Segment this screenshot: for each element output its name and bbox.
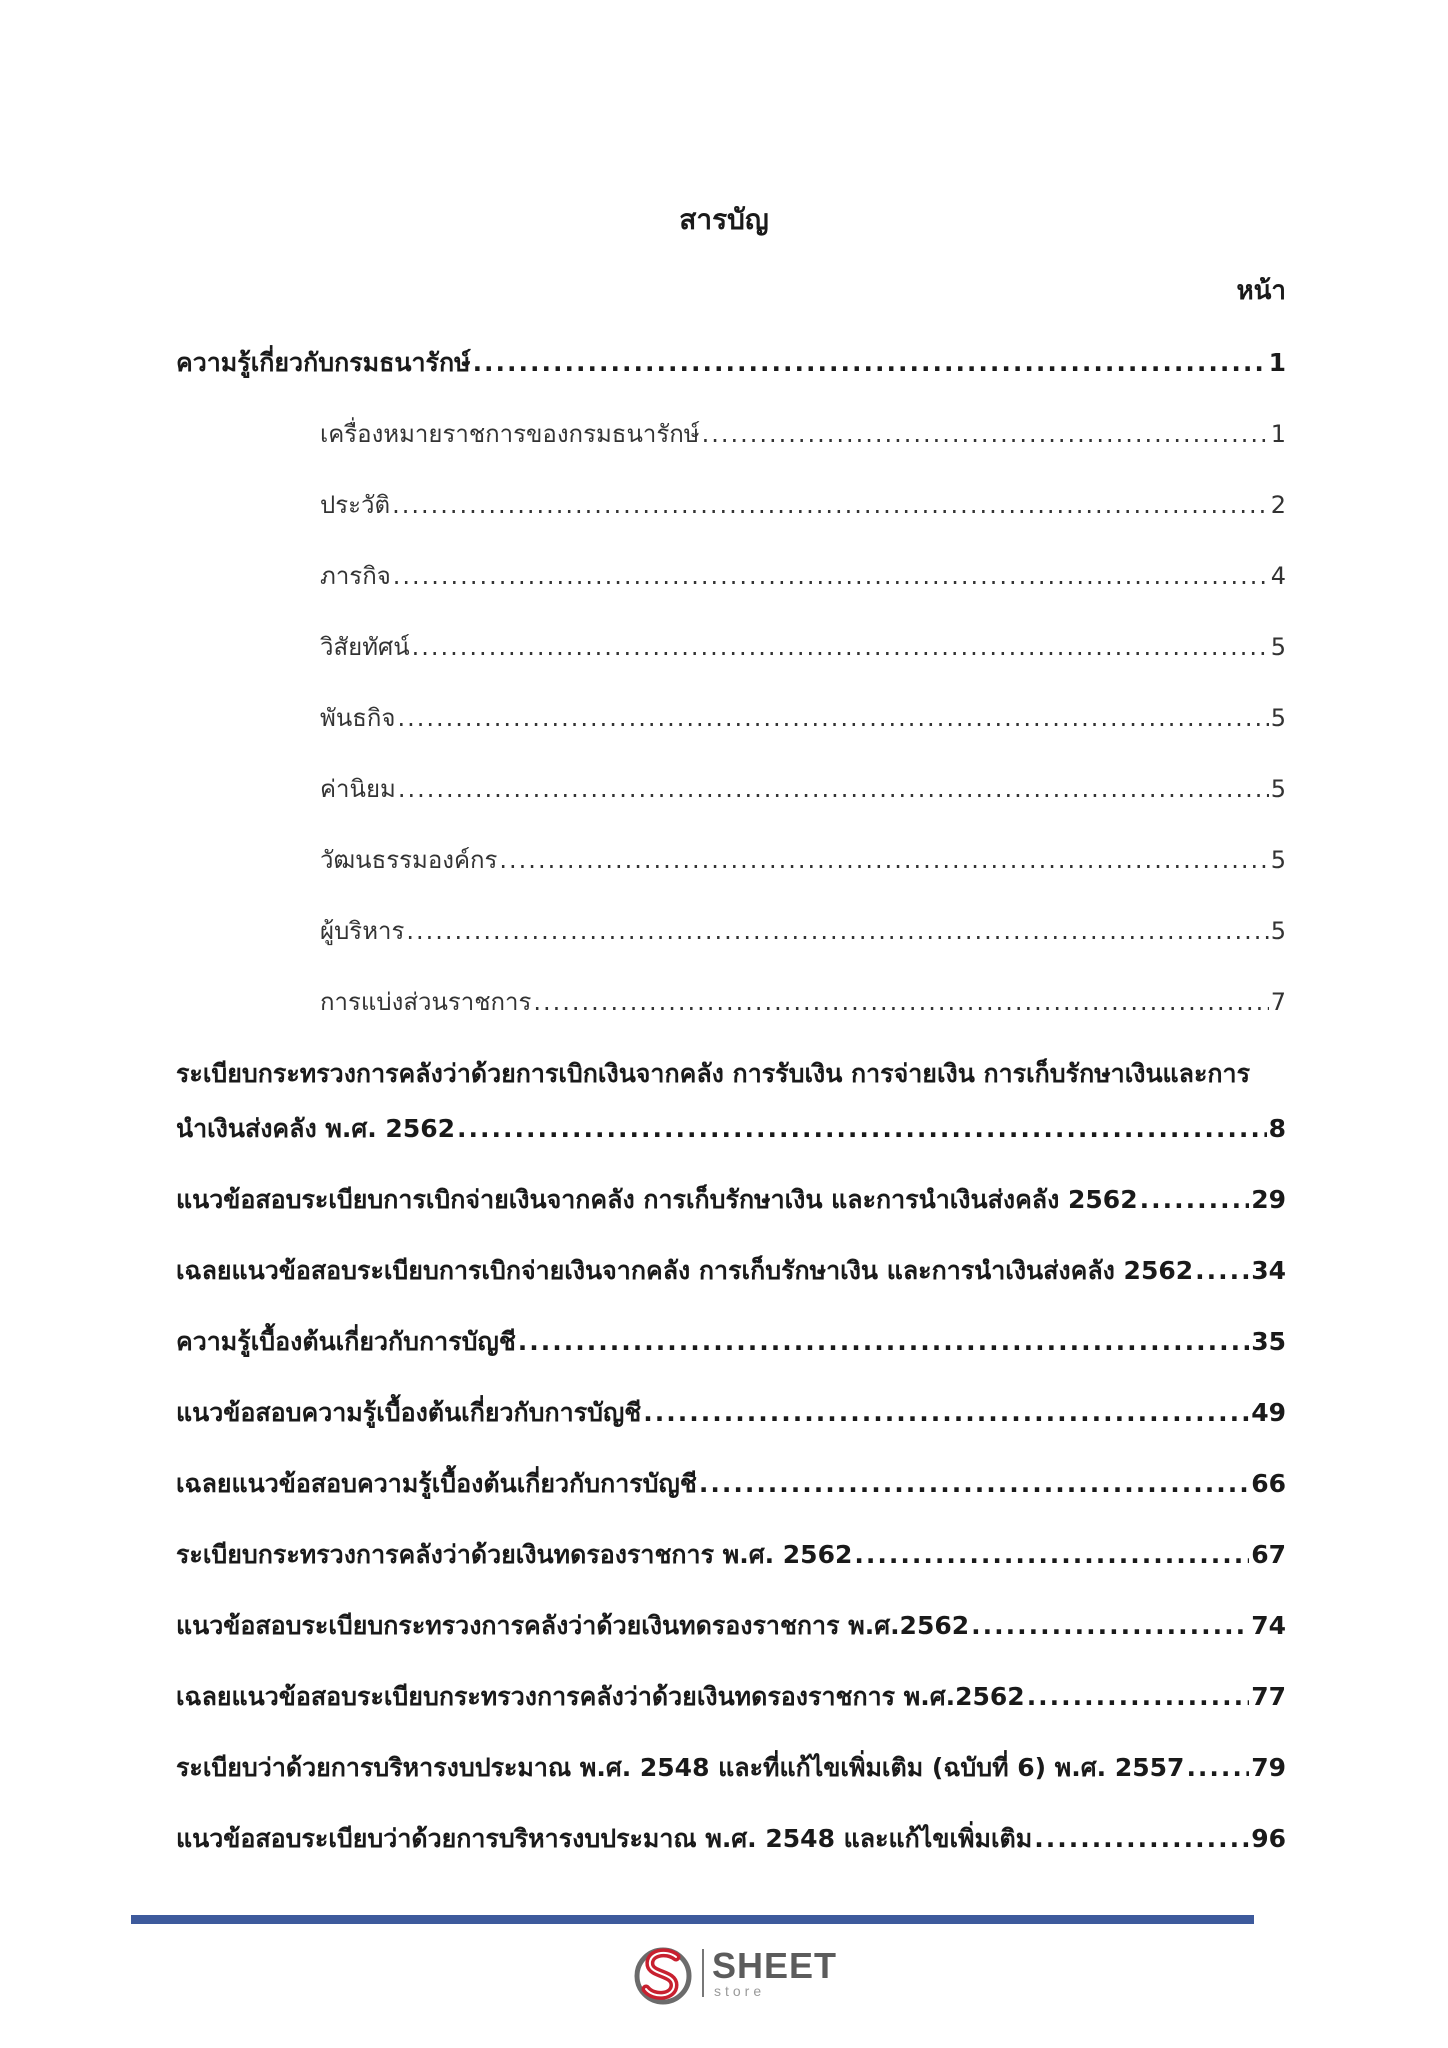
- footer-rule: [131, 1915, 1254, 1924]
- dot-leader: [533, 982, 1268, 1022]
- dot-leader: [854, 1535, 1249, 1575]
- toc-entry-main[interactable]: [176, 1748, 1286, 1788]
- toc-entry-label: ความรู้เบื้องต้นเกี่ยวกับการบัญชี: [176, 1327, 516, 1356]
- toc-entry-page: 5: [1270, 917, 1286, 945]
- toc-entry-main[interactable]: [176, 1322, 1286, 1362]
- toc-entry-label: ระเบียบว่าด้วยการบริหารงบประมาณ พ.ศ. 2548 และที่แก้ไขเพิ่มเติม (ฉบับที่ 6) พ.ศ. 2557: [176, 1753, 1185, 1782]
- toc-entry-label: แนวข้อสอบระเบียบว่าด้วยการบริหารงบประมาณ พ.ศ. 2548 และแก้ไขเพิ่มเติม: [176, 1824, 1033, 1853]
- dot-leader: [971, 1606, 1249, 1646]
- dot-leader: [499, 840, 1268, 880]
- toc-entry-label: เฉลยแนวข้อสอบความรู้เบื้องต้นเกี่ยวกับการบัญชี: [176, 1469, 697, 1498]
- dot-leader: [643, 1393, 1249, 1433]
- dot-leader: [473, 343, 1267, 383]
- toc-entry-main[interactable]: [176, 1464, 1286, 1504]
- toc-entry-main[interactable]: [176, 1606, 1286, 1646]
- toc-entry-page: 67: [1251, 1540, 1286, 1569]
- toc-entry-main[interactable]: [176, 1535, 1286, 1575]
- page-column-header: หน้า: [1236, 276, 1286, 306]
- toc-entry-main[interactable]: [176, 1677, 1286, 1717]
- toc-entry-main[interactable]: [176, 1393, 1286, 1433]
- dot-leader: [1140, 1180, 1250, 1220]
- toc-entry-label: ระเบียบกระทรวงการคลังว่าด้วยเงินทดรองราชการ พ.ศ. 2562: [176, 1540, 853, 1569]
- dot-leader: [1034, 1819, 1249, 1859]
- toc-entry-sub[interactable]: [320, 698, 1286, 738]
- toc-entry-page: 2: [1270, 491, 1286, 519]
- logo-separator: [702, 1949, 704, 1997]
- dot-leader: [699, 1464, 1249, 1504]
- toc-entry-label: ความรู้เกี่ยวกับกรมธนารักษ์: [176, 348, 471, 377]
- toc-entry-label: นำเงินส่งคลัง พ.ศ. 2562: [176, 1114, 456, 1143]
- toc-entry-page: 34: [1251, 1256, 1286, 1285]
- toc-entry-label: แนวข้อสอบระเบียบกระทรวงการคลังว่าด้วยเงินทดรองราชการ พ.ศ.2562: [176, 1611, 970, 1640]
- toc-entry-label: วัฒนธรรมองค์กร: [320, 846, 498, 874]
- toc-entry-page: 66: [1251, 1469, 1286, 1498]
- toc-entry-page: 29: [1251, 1185, 1286, 1214]
- toc-entry-label: เฉลยแนวข้อสอบระเบียบกระทรวงการคลังว่าด้วยเงินทดรองราชการ พ.ศ.2562: [176, 1682, 1025, 1711]
- toc-entry-page: 96: [1251, 1824, 1286, 1853]
- toc-entry-sub[interactable]: [320, 911, 1286, 951]
- toc-entry-main[interactable]: [176, 1251, 1286, 1291]
- toc-entry-page: 1: [1270, 420, 1286, 448]
- toc-entry-main[interactable]: [176, 343, 1286, 383]
- dot-leader: [398, 769, 1269, 809]
- toc-entry-sub[interactable]: [320, 414, 1286, 454]
- toc-entry-label: แนวข้อสอบความรู้เบื้องต้นเกี่ยวกับการบัญชี: [176, 1398, 642, 1427]
- toc-entry-sub[interactable]: [320, 769, 1286, 809]
- toc-entry-sub[interactable]: [320, 840, 1286, 880]
- toc-entry-label: วิสัยทัศน์: [320, 633, 410, 661]
- toc-entry-page: 7: [1270, 988, 1286, 1016]
- toc-entry-main[interactable]: [176, 1109, 1286, 1149]
- toc-entry-page: 49: [1251, 1398, 1286, 1427]
- toc-entry-page: 1: [1268, 348, 1286, 377]
- dot-leader: [1186, 1748, 1249, 1788]
- toc-entry-label: พันธกิจ: [320, 704, 396, 732]
- toc-entry-main[interactable]: [176, 1180, 1286, 1220]
- toc-entry-page: 79: [1251, 1753, 1286, 1782]
- toc-entry-label: เครื่องหมายราชการของกรมธนารักษ์: [320, 420, 700, 448]
- toc-entry-sub[interactable]: [320, 556, 1286, 596]
- toc-entry-page: 5: [1270, 775, 1286, 803]
- sheet-store-logo-icon: [632, 1943, 694, 2005]
- toc-entry-sub[interactable]: [320, 627, 1286, 667]
- dot-leader: [518, 1322, 1249, 1362]
- dot-leader: [1195, 1251, 1249, 1291]
- toc-entry-label-line1[interactable]: ระเบียบกระทรวงการคลังว่าด้วยการเบิกเงินจากคลัง การรับเงิน การจ่ายเงิน การเก็บรักษาเงินและการ: [176, 1059, 1251, 1088]
- toc-entry-page: 5: [1270, 704, 1286, 732]
- toc-entry-main[interactable]: [176, 1819, 1286, 1859]
- dot-leader: [702, 414, 1269, 454]
- dot-leader: [412, 627, 1269, 667]
- toc-entry-page: 4: [1270, 562, 1286, 590]
- toc-entry-label: เฉลยแนวข้อสอบระเบียบการเบิกจ่ายเงินจากคลัง การเก็บรักษาเงิน และการนำเงินส่งคลัง 2562: [176, 1256, 1194, 1285]
- toc-entry-label: การแบ่งส่วนราชการ: [320, 988, 532, 1016]
- logo-wordmark: SHEET: [712, 1945, 838, 1986]
- dot-leader: [406, 911, 1268, 951]
- toc-entry-sub[interactable]: [320, 485, 1286, 525]
- toc-entry-label: ประวัติ: [320, 491, 391, 519]
- dot-leader: [393, 556, 1269, 596]
- toc-entry-sub[interactable]: [320, 982, 1286, 1022]
- dot-leader: [397, 698, 1268, 738]
- dot-leader: [457, 1109, 1267, 1149]
- toc-entry-label: แนวข้อสอบระเบียบการเบิกจ่ายเงินจากคลัง การเก็บรักษาเงิน และการนำเงินส่งคลัง 2562: [176, 1185, 1138, 1214]
- toc-entry-page: 74: [1251, 1611, 1286, 1640]
- toc-entry-page: 77: [1251, 1682, 1286, 1711]
- dot-leader: [392, 485, 1269, 525]
- page-title: สารบัญ: [679, 203, 769, 236]
- toc-entry-page: 35: [1251, 1327, 1286, 1356]
- toc-entry-label: ภารกิจ: [320, 562, 391, 590]
- toc-entry-page: 5: [1270, 633, 1286, 661]
- toc-entry-label: ค่านิยม: [320, 775, 396, 803]
- sheet-store-logo: [632, 1943, 838, 2005]
- toc-entry-label: ผู้บริหาร: [320, 917, 405, 945]
- dot-leader: [1027, 1677, 1250, 1717]
- logo-subtext: store: [714, 1983, 766, 1999]
- toc-entry-page: 5: [1270, 846, 1286, 874]
- toc-entry-page: 8: [1268, 1114, 1286, 1143]
